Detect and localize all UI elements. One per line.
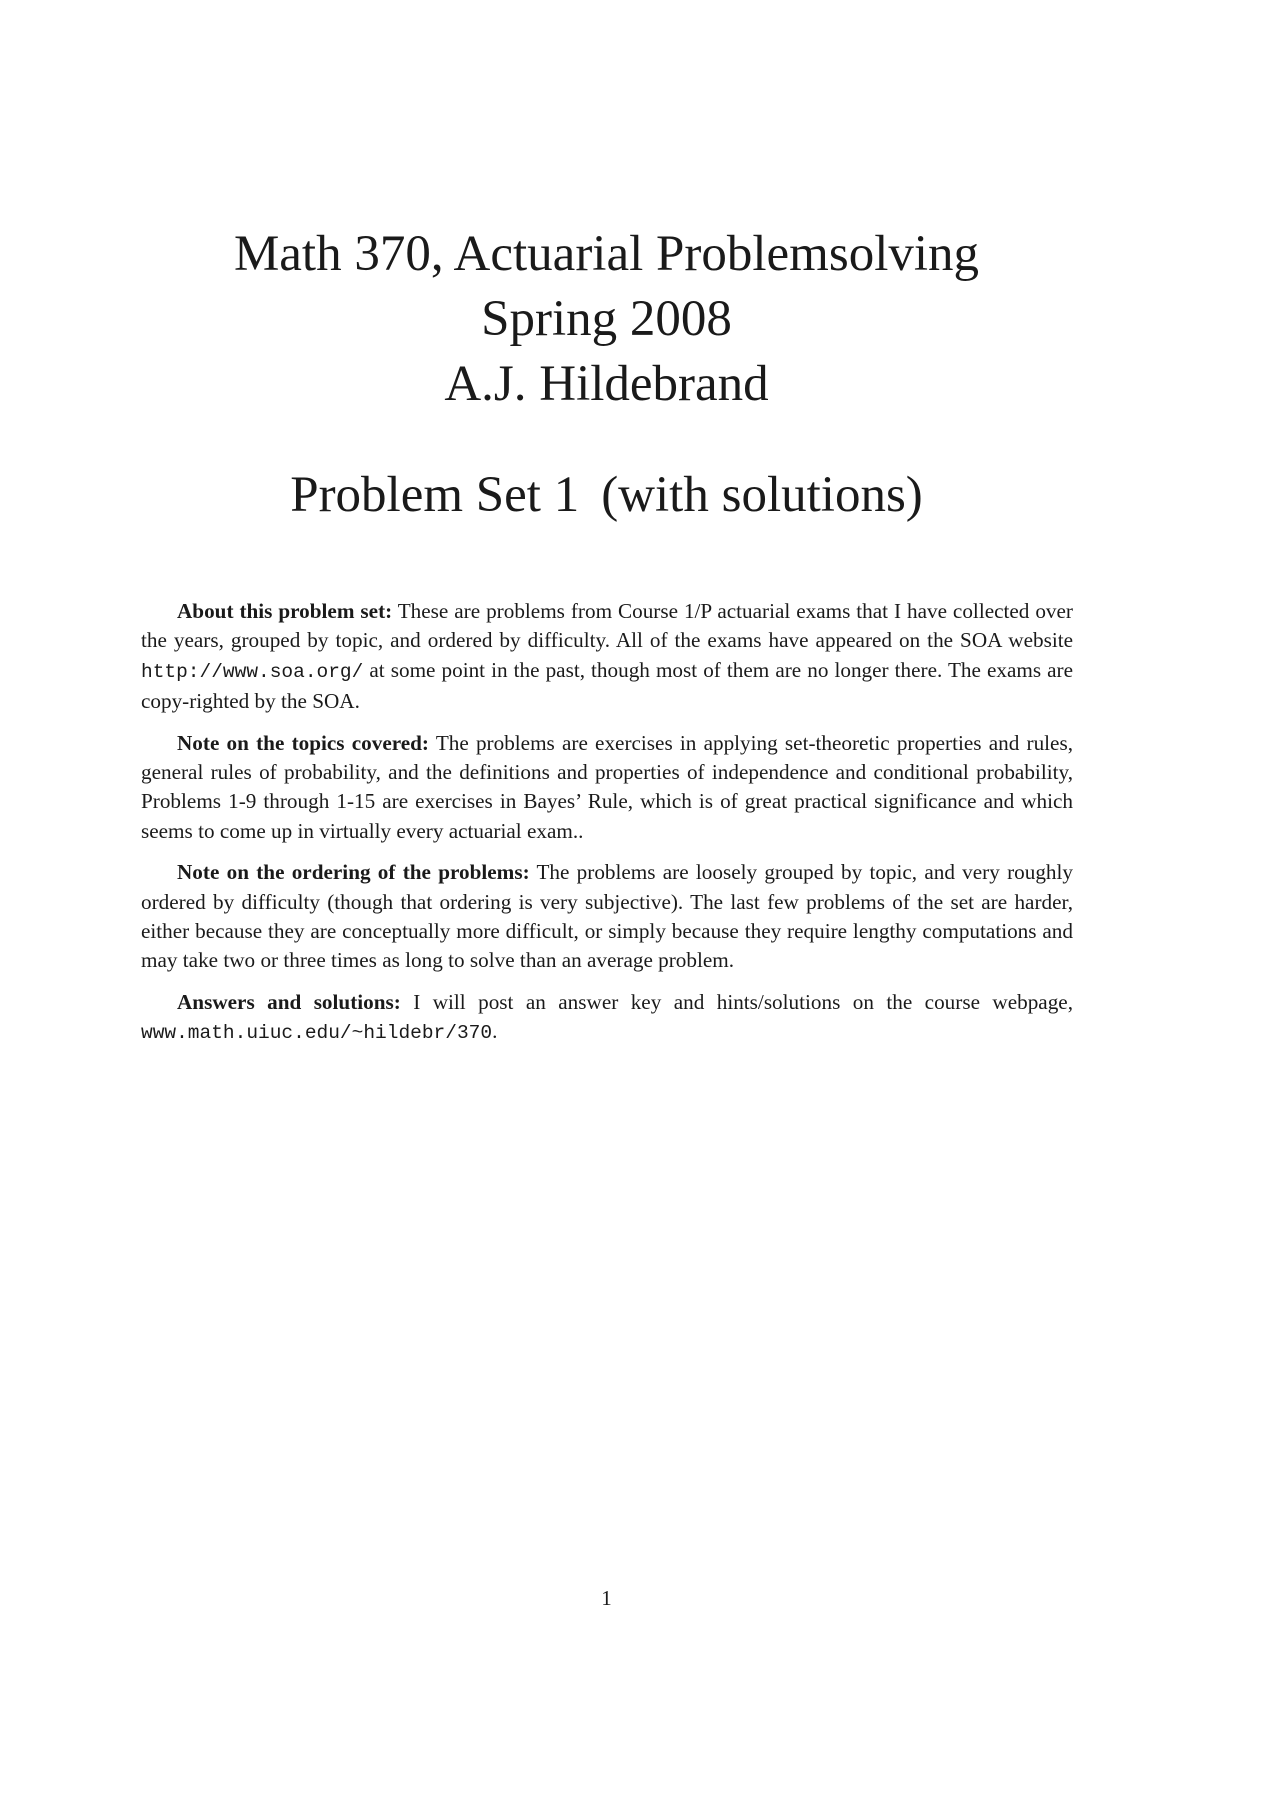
term: Spring 2008: [481, 291, 732, 347]
course-title: Math 370, Actuarial Problemsolving: [233, 226, 980, 282]
about-paragraph: [141, 597, 1073, 717]
about-text-1: These are problems from Course 1/P actuarial exams that I have collected over the years, grouped by topic, and ordered by difficulty. All of the exams have appeared on the SOA website: [141, 599, 1073, 653]
answers-text-1: I will post an answer key and hints/solutions on the course webpage,: [400, 989, 1073, 1014]
body-text: [141, 597, 1073, 1061]
course-webpage-url: www.math.uiuc.edu/~hildebr/370: [141, 1022, 493, 1045]
answers-lead: Answers and solutions:: [177, 989, 401, 1014]
about-lead: About this problem set:: [177, 599, 393, 623]
topics-lead: Note on the topics covered:: [177, 730, 429, 755]
problem-set-title: [0, 463, 1213, 528]
about-text-2: at some point in the past, though most of them are no longer there. The exams are copy-righted by the SOA.: [141, 657, 1073, 714]
author: A.J. Hildebrand: [444, 356, 769, 412]
problem-set-subtitle: (with solutions): [601, 467, 923, 523]
title-block: [0, 222, 1213, 417]
ordering-paragraph: [141, 858, 1073, 976]
ordering-text: The problems are loosely grouped by topic, and very roughly ordered by difficulty (though that ordering is very subjective). The last few problems of the set are harder, either because they are conceptually more difficult, or simply because they require lengthy computations and may take two or three times as long to solve than an average problem.: [141, 860, 1073, 973]
problem-set-name: Problem Set 1: [290, 467, 580, 523]
topics-paragraph: [141, 729, 1073, 847]
answers-text-2: .: [492, 1019, 498, 1044]
ordering-lead: Note on the ordering of the problems:: [177, 860, 530, 885]
page-number: 1: [601, 1586, 612, 1610]
answers-paragraph: [141, 988, 1073, 1049]
topics-text: The problems are exercises in applying set-theoretic properties and rules, general rules of probability, and the definitions and properties of independence and conditional probability, Problems 1-9 through 1-15 are exercises in Bayes’ Rule, which is of great practical significance and which seems to come up in virtually every actuarial exam..: [141, 730, 1074, 843]
soa-url: http://www.soa.org/: [141, 660, 364, 683]
